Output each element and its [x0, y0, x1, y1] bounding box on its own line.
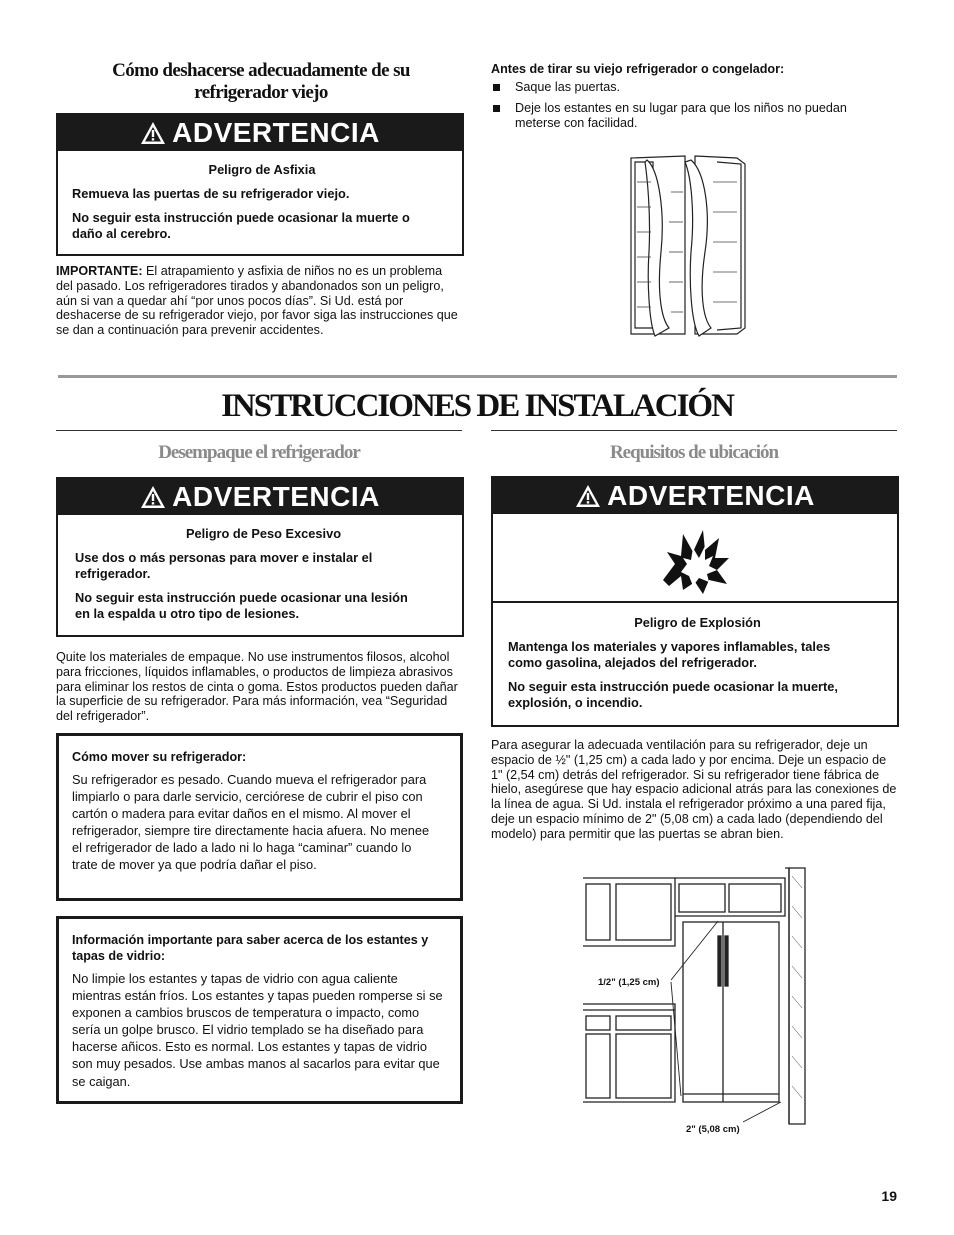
important-paragraph	[56, 264, 461, 338]
list-item: Deje los estantes en su lugar para que los niños no puedan meterse con facilidad.	[491, 101, 891, 131]
before-discard-title: Antes de tirar su viejo refrigerador o congelador:	[491, 62, 785, 76]
warning-header	[58, 479, 462, 515]
warning-label: ADVERTENCIA	[172, 481, 380, 512]
warning-line: Mantenga los materiales y vapores inflamables, tales como gasolina, alejados del refrigerador.	[508, 639, 831, 670]
asphyxia-warning-box	[56, 113, 464, 256]
explosion-warning-box	[491, 476, 899, 727]
warning-triangle-icon	[140, 121, 166, 145]
clearance-diagram	[583, 866, 808, 1126]
refrigerator-doors-removed-illustration	[625, 152, 765, 342]
right-section-rule	[491, 430, 897, 431]
warning-label: ADVERTENCIA	[172, 117, 380, 148]
move-box-body: Su refrigerador es pesado. Cuando mueva el refrigerador para limpiarlo o para darle servicio, cerciórese de cubrir el piso con cartón o madera para evitar daños en el mismo. Al mover el refrigerador, siempre tire directamente hacia afuera. No menee el refrigerador de lado a lado ni lo haga “caminar” cuando lo trate de mover ya que podría dañar el piso.	[72, 772, 430, 873]
page-number: 19	[881, 1188, 897, 1204]
warning-header	[493, 478, 897, 514]
half-inch-label: 1/2" (1,25 cm)	[598, 977, 660, 988]
warning-triangle-icon	[140, 485, 166, 509]
warning-triangle-icon	[575, 484, 601, 508]
page-title: INSTRUCCIONES DE INSTALACIÓN	[221, 388, 733, 424]
location-paragraph: Para asegurar la adecuada ventilación para su refrigerador, deje un espacio de ½" (1,25 cm) a cada lado y por encima. Deje un espacio de 1" (2,54 cm) detrás del refrigerador. Si su refrigerador tiene fábrica de hielo, asegúrese que hay espacio adicional atrás para las conexiones de la línea de agua. Si Ud. instala el refrigerador próximo a una pared fija, deje un espacio mínimo de 2" (5,08 cm) a cada lado (dependiendo del modelo) para permitir que las puertas se abran bien.	[491, 738, 897, 841]
unpack-heading: Desempaque el refrigerador	[158, 442, 360, 463]
glass-box-title: Información importante para saber acerca de los estantes y tapas de vidrio:	[72, 933, 429, 963]
warning-line: No seguir esta instrucción puede ocasionar la muerte, explosión, o incendio.	[508, 679, 838, 710]
list-item: Saque las puertas.	[491, 80, 891, 95]
hazard-title: Peligro de Peso Excesivo	[185, 526, 342, 541]
explosion-icon	[659, 524, 731, 596]
warning-label: ADVERTENCIA	[607, 480, 815, 511]
move-box-title: Cómo mover su refrigerador:	[72, 750, 247, 764]
important-label: IMPORTANTE:	[56, 264, 143, 278]
hazard-title: Peligro de Explosión	[634, 615, 761, 630]
move-refrigerator-box	[56, 733, 463, 901]
location-heading: Requisitos de ubicación	[609, 442, 779, 463]
glass-shelves-box	[56, 916, 463, 1104]
unpack-paragraph: Quite los materiales de empaque. No use instrumentos filosos, alcohol para fricciones, líquidos inflamables, o productos de limpieza abrasivos para eliminar los restos de cinta o goma. Estos productos pueden dañar la superficie de su refrigerador. Para más información, vea “Seguridad del refrigerador”.	[56, 650, 458, 724]
important-text: El atrapamiento y asfixia de niños no es un problema del pasado. Los refrigeradores tirados y abandonados son un peligro, aún si van a quedar ahí “por unos pocos días”. Si Ud. está por deshacerse de su refrigerador viejo, por favor siga las instrucciones que se dan a continuación para prevenir accidentes.	[56, 264, 458, 338]
glass-box-body: No limpie los estantes y tapas de vidrio con agua caliente mientras están fríos. Los estantes y tapas pueden romperse si se exponen a cambios bruscos de temperatura o impacto, como sería un golpe brusco. El vidrio templado se ha diseñado para hacerse añicos. Esto es normal. Los estantes y tapas de vidrio son muy pesados. Use ambas manos al sacarlos para evitar que se caigan.	[72, 971, 443, 1089]
hazard-title: Peligro de Asfixia	[208, 162, 316, 177]
warning-line: No seguir esta instrucción puede ocasionar una lesión en la espalda u otro tipo de lesiones.	[75, 590, 408, 621]
before-discard-list	[491, 80, 891, 136]
left-section-rule	[56, 430, 462, 431]
warning-line: Use dos o más personas para mover e instalar el refrigerador.	[75, 550, 373, 581]
disposal-heading: Cómo deshacerse adecuadamente de su refrigerador viejo	[112, 60, 410, 103]
title-rule	[58, 375, 897, 378]
two-inch-label: 2" (5,08 cm)	[686, 1124, 740, 1135]
weight-warning-box	[56, 477, 464, 637]
warning-header	[58, 115, 462, 151]
warning-line: Remueva las puertas de su refrigerador viejo.	[72, 186, 350, 201]
warning-line: No seguir esta instrucción puede ocasionar la muerte o daño al cerebro.	[72, 210, 410, 241]
